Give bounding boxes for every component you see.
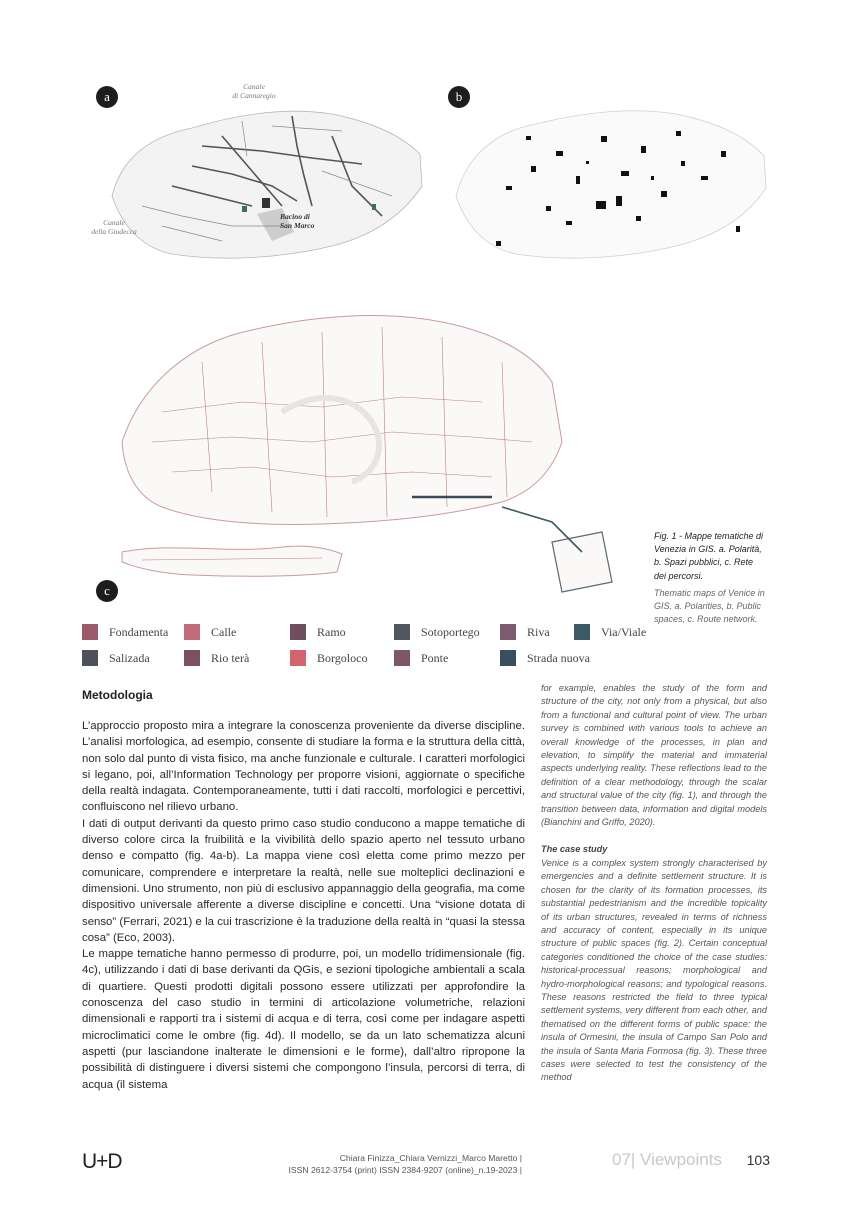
legend-label: Via/Viale [601,624,647,639]
legend-item [290,622,346,642]
legend-label: Borgoloco [317,650,368,665]
route-legend [82,620,648,672]
legend-swatch [500,650,516,666]
legend-swatch [500,624,516,640]
label-canale-giudecca: Canale della Giudecca [91,218,137,236]
legend-item [500,622,550,642]
caption-english: Thematic maps of Venice in GIS. a. Polarities, b. Public spaces, c. Route network. [654,587,765,625]
legend-item [290,648,367,668]
map-a-polarities [82,76,430,272]
page-number: 103 [746,1152,770,1168]
map-b-letter: b [448,86,470,108]
legend-swatch [574,624,590,640]
main-paragraph: Le mappe tematiche hanno permesso di produrre, poi, un modello tridimensionale (fig. 4c), utilizzando i dati di base derivanti da QGis, e sezioni tipologiche ambientali a scala di quartiere. Questi prodotti digitali possono essere utilizzati per approfondire la conoscenza del caso studio in termini di articolazione volumetriche, relazioni dimensionali e rapporti tra i sistemi di acqua e di terra, così come per indagare aspetti microclimatici come le ombre (fig. 4d). Il modello, se da un lato schematizza alcuni aspetti (pur lasciandone inalterate le dimensioni e le forme), dall’altro ripropone la possibilità di distinguere i diversi sistemi che compongono l’insula, percorsi di terra, di acqua (il sistema [82,948,525,1091]
legend-item [394,622,480,642]
legend-item [574,622,646,642]
caption-italian: Fig. 1 - Mappe tematiche di Venezia in GIS. a. Polarità, b. Spazi pubblici, c. Rete dei percorsi. [654,531,764,581]
legend-label: Ponte [421,650,449,665]
legend-swatch [394,650,410,666]
map-c-route-network [82,292,648,610]
legend-swatch [184,650,200,666]
footer-credits [200,1152,522,1176]
map-c-letter: c [96,580,118,602]
main-paragraph: L’approccio proposto mira a integrare la conoscenza proveniente da diverse discipline. L’analisi morfologica, ad esempio, consente di studiare la forma e la struttura della città, non solo dal punto di vista fisico, ma anche funzionale e culturale. I caratteri morfologici si legano, poi, all’Information Technology per proporre visioni, aggiornate o specifiche della realtà indagata. Contemporaneamente, tutti i dati raccolti, morfologici e percettivi, confluiscono nel rilievo urbano. [82,720,525,814]
map-c-drawing [82,292,648,610]
legend-item [500,648,590,668]
legend-item [184,648,249,668]
legend-swatch [82,624,98,640]
legend-label: Riva [527,624,550,639]
legend-swatch [184,624,200,640]
english-text-column [541,682,767,1085]
label-canale-cannaregio: Canale di Cannaregio [232,82,276,100]
figure-caption [654,530,766,626]
side-subtitle: The case study [541,844,608,855]
footer-section: 07| Viewpoints [612,1150,722,1169]
legend-swatch [82,650,98,666]
map-b-drawing [436,76,772,272]
legend-label: Salizada [109,650,150,665]
main-paragraph: I dati di output derivanti da questo primo caso studio conducono a mappe tematiche di diverso colore circa la fruibilità e la vivibilità dello spazio aperto nel tessuto urbano denso e compatto (fig. 4a-b). La mappa viene così eletta come primo mezzo per comunicare, comprendere e interpretare la realtà, nelle sue molteplici declinazioni e dimensioni. Uno strumento, non più di esclusivo appannaggio della geografia, ma come dispositivo universale afferente a diverse discipline e concetti. Una “visione dotata di senso” (Ferrari, 2021) e la cui trascrizione è la traduzione della realtà in “quasi la stessa cosa” (Eco, 2003). [82,817,525,944]
main-text-column [82,718,525,1093]
legend-label: Ramo [317,624,346,639]
legend-item [184,622,236,642]
legend-label: Calle [211,624,237,639]
footer-authors: Chiara Finizza_Chiara Vernizzi_Marco Maretto | [339,1153,522,1163]
footer-issn: ISSN 2612-3754 (print) ISSN 2384-9207 (online)_n.19-2023 | [288,1165,522,1175]
legend-item [82,622,168,642]
legend-label: Sotoportego [421,624,480,639]
legend-label: Rio terà [211,650,250,665]
legend-swatch [290,624,306,640]
side-paragraph: for example, enables the study of the form and structure of the city, not only from a physical, but also from a functional and cultural point of view. The urban survey is combined with various tools to achieve an overall knowledge of the processes, in plan and elevation, to simplify the material and immaterial aspects underlying reality. These reflections lead to the definition of a clear methodology, through the scalar and structural value of the city (fig. 1), and through the transition between data, information and digital models (Bianchini and Griffo, 2020). [541,683,767,828]
map-b-public-spaces [436,76,772,272]
legend-item [82,648,150,668]
map-a-drawing [82,76,430,272]
side-paragraph: Venice is a complex system strongly characterised by emergencies and a definite settlement structure. It is chosen for the clarity of its formation processes, its substantial pedestrianism and the incredible topicality of its urban structures, revealed in terms of richness and accuracy of content, especially in its unique structure of public spaces (fig. 2). Certain conceptual categories conditioned the choice of the case studies: historical-processual reasons; morphological and hydro-morphological reasons; and typological reasons. These reasons restricted the field to three typical settlement systems, very different from each other, and thematised on the different forms of public space: the insula of Ormesini, the insula of Campo San Polo and the insula of Santa Maria Formosa (fig. 3). These three cases were selected to test the consistency of the method [541,857,767,1083]
legend-swatch [394,624,410,640]
legend-swatch [290,650,306,666]
legend-label: Strada nuova [527,650,590,665]
legend-item [394,648,448,668]
legend-label: Fondamenta [109,624,169,639]
map-a-letter: a [96,86,118,108]
section-title: Metodologia [82,688,153,702]
journal-logo: U+D [82,1150,122,1173]
label-bacino-san-marco: Bacino di San Marco [280,212,315,230]
